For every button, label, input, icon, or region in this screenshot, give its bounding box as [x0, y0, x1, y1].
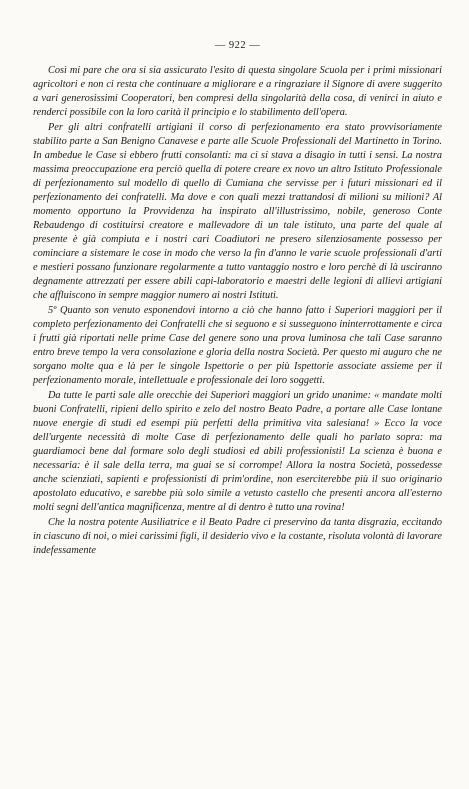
paragraph-5: Che la nostra potente Ausiliatrice e il Beato Padre ci preservino da tanta disgrazia, eccitando in ciascuno di noi, o miei carissimi figli, il desiderio vivo e la costante, risoluta volontà di lavorare indefessamente — [33, 516, 442, 556]
paragraph-4: Da tutte le parti sale alle orecchie dei Superiori maggiori un grido unanime: « mandate molti buoni Confratelli, ripieni dello spirito e zelo del nostro Beato Padre, a portare alle Case lontane nuove energie di studi ed esempi più perfetti della primitiva vita salesiana! » Ecco la voce dell'urgente necessità di molte Case di perfezionamento delle quali ho parlato sopra: ma guardiamoci bene dal formare solo degli studiosi ed abili professionisti! La scienza è buona e necessaria: è il sale della terra, ma guai se si corrompe! Allora la nostra Società, possedesse anche scienziati, sapienti e professionisti di prim'ordine, non eserciterebbe più il suo originario apostolato educativo, e sarebbe più solo simile a vetusto castello che presenti ancora all'esterno molti segni dell'antica magnificenza, mentre al di dentro è tutto una rovina! — [33, 389, 442, 513]
paragraph-2: Per gli altri confratelli artigiani il corso di perfezionamento era stato provvisoriamente stabilito parte a San Benigno Canavese e parte alle Scuole Professionali del Martinetto in Torino. In ambedue le Case si ebbero frutti consolanti: ma ci si stava a disagio in tutti i sensi. La nostra massima preoccupazione era perciò quella di potere creare ex novo un altro Istituto Professionale di perfezionamento sul modello di quello di Cumiana che servisse per i futuri missionari ed il perfezionamento dei confratelli. Ma dove e con quali mezzi trattandosi di milioni su milioni? Al momento opportuno la Provvidenza ha inspirato all'illustrissimo, nobile, generoso Conte Rebaudengo di costituirsi creatore e mallevadore di un tale istituto, una parte del quale al presente è già compiuta e i nostri cari Coadiutori ne presero silenziosamente possesso per cominciare a sistemare le cose in modo che verso la fin d'anno le varie scuole professionali d'arti e mestieri possano funzionare regolarmente a tutto vantaggio nostro e loro perchè di là usciranno degnamente attrezzati per essere abili capi-laboratorio e maestri delle legioni di allievi artigiani che affluiscono in sempre maggior numero ai nostri Istituti. — [33, 121, 442, 302]
paragraph-3: 5º Quanto son venuto esponendovi intorno a ciò che hanno fatto i Superiori maggiori per il completo perfezionamento dei Confratelli che si seguono e si susseguono ininterrottamente e circa i frutti già riportati nelle prime Case del genere sono una prova luminosa che tali Case saranno entro breve tempo la vera consolazione e gloria della nostra Società. Per questo mi auguro che ne sorgano molte qua e là per le singole Ispettorie o per più Ispettorie associate assieme per il perfezionamento morale, intellettuale e professionale dei loro soggetti. — [33, 304, 442, 387]
body-text — [33, 64, 442, 558]
page-number: — 922 — — [214, 40, 261, 51]
paragraph-1: Così mi pare che ora si sia assicurato l'esito di questa singolare Scuola per i primi missionari agricoltori e non ci resta che continuare a migliorare e a ringraziare il Signore di avere suggerito a vari generosissimi Cooperatori, ben compresi della singolarità della cosa, di venirci in aiuto e renderci possibile con la loro carità il principio e lo stabilimento dell'opera. — [33, 65, 442, 119]
